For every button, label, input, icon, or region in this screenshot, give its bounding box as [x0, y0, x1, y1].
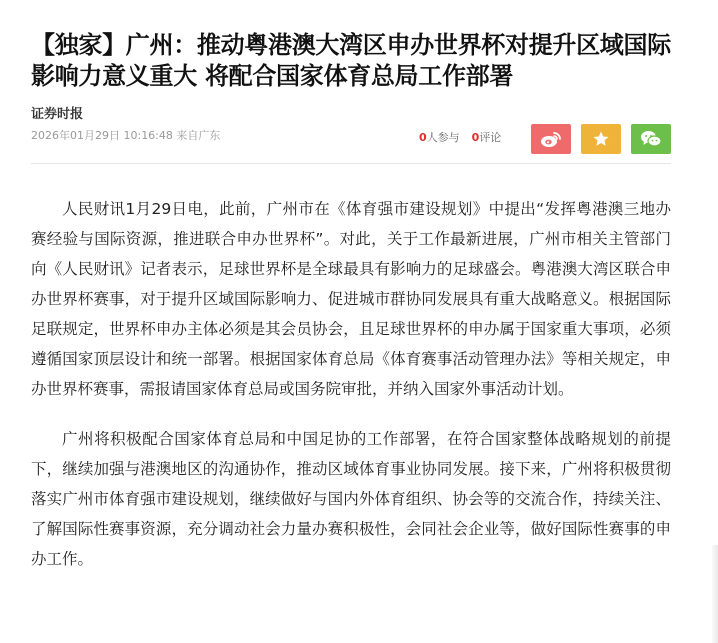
article-body [31, 194, 671, 574]
comments-count: 0 [471, 131, 480, 144]
paragraph: 广州将积极配合国家体育总局和中国足协的工作部署，在符合国家整体战略规划的前提下，继续加强与港澳地区的沟通协作，推动区域体育事业协同发展。接下来，广州将积极贯彻落实广州市体育强市建设规划，继续做好与国内外体育组织、协会等的交流合作，持续关注、了解国际性赛事资源，充分调动社会力量办赛积极性，会同社会企业等，做好国际性赛事的申办工作。 [31, 430, 671, 568]
article-title: 【独家】广州：推动粤港澳大湾区申办世界杯对提升区域国际影响力意义重大 将配合国家体育总局工作部署 [31, 31, 671, 90]
engagement-counts [419, 130, 501, 146]
wechat-icon [640, 130, 662, 148]
comments-link[interactable] [472, 131, 502, 144]
participants-label: 人参与 [426, 131, 460, 144]
favorite-button[interactable] [581, 124, 621, 154]
article [31, 0, 671, 594]
share-wechat-button[interactable] [631, 124, 671, 154]
share-weibo-button[interactable] [531, 124, 571, 154]
scroll-shadow [712, 545, 718, 643]
publish-meta: 2026年01月29日 10:16:48 来自广东 [31, 129, 221, 142]
participants-count: 0 [419, 131, 427, 144]
comments-label: 评论 [479, 131, 502, 144]
article-source[interactable]: 证券时报 [31, 107, 84, 122]
paragraph: 人民财讯1月29日电，此前，广州市在《体育强市建设规划》中提出“发挥粤港澳三地办赛经验与国际资源，推进联合申办世界杯”。对此，关于工作最新进展，广州市相关主管部门向《人民财讯》记者表示，足球世界杯是全球最具有影响力的足球盛会。粤港澳大湾区联合申办世界杯赛事，对于提升区域国际影响力、促进城市群协同发展具有重大战略意义。根据国际足联规定，世界杯申办主体必须是其会员协会，且足球世界杯的申办属于国家重大事项，必须遵循国家顶层设计和统一部署。根据国家体育总局《体育赛事活动管理办法》等相关规定，申办世界杯赛事，需报请国家体育总局或国务院审批，并纳入国家外事活动计划。 [31, 200, 671, 398]
meta-row [31, 124, 671, 164]
star-icon [592, 130, 610, 148]
participants-link[interactable] [419, 131, 460, 144]
weibo-icon [540, 130, 562, 148]
